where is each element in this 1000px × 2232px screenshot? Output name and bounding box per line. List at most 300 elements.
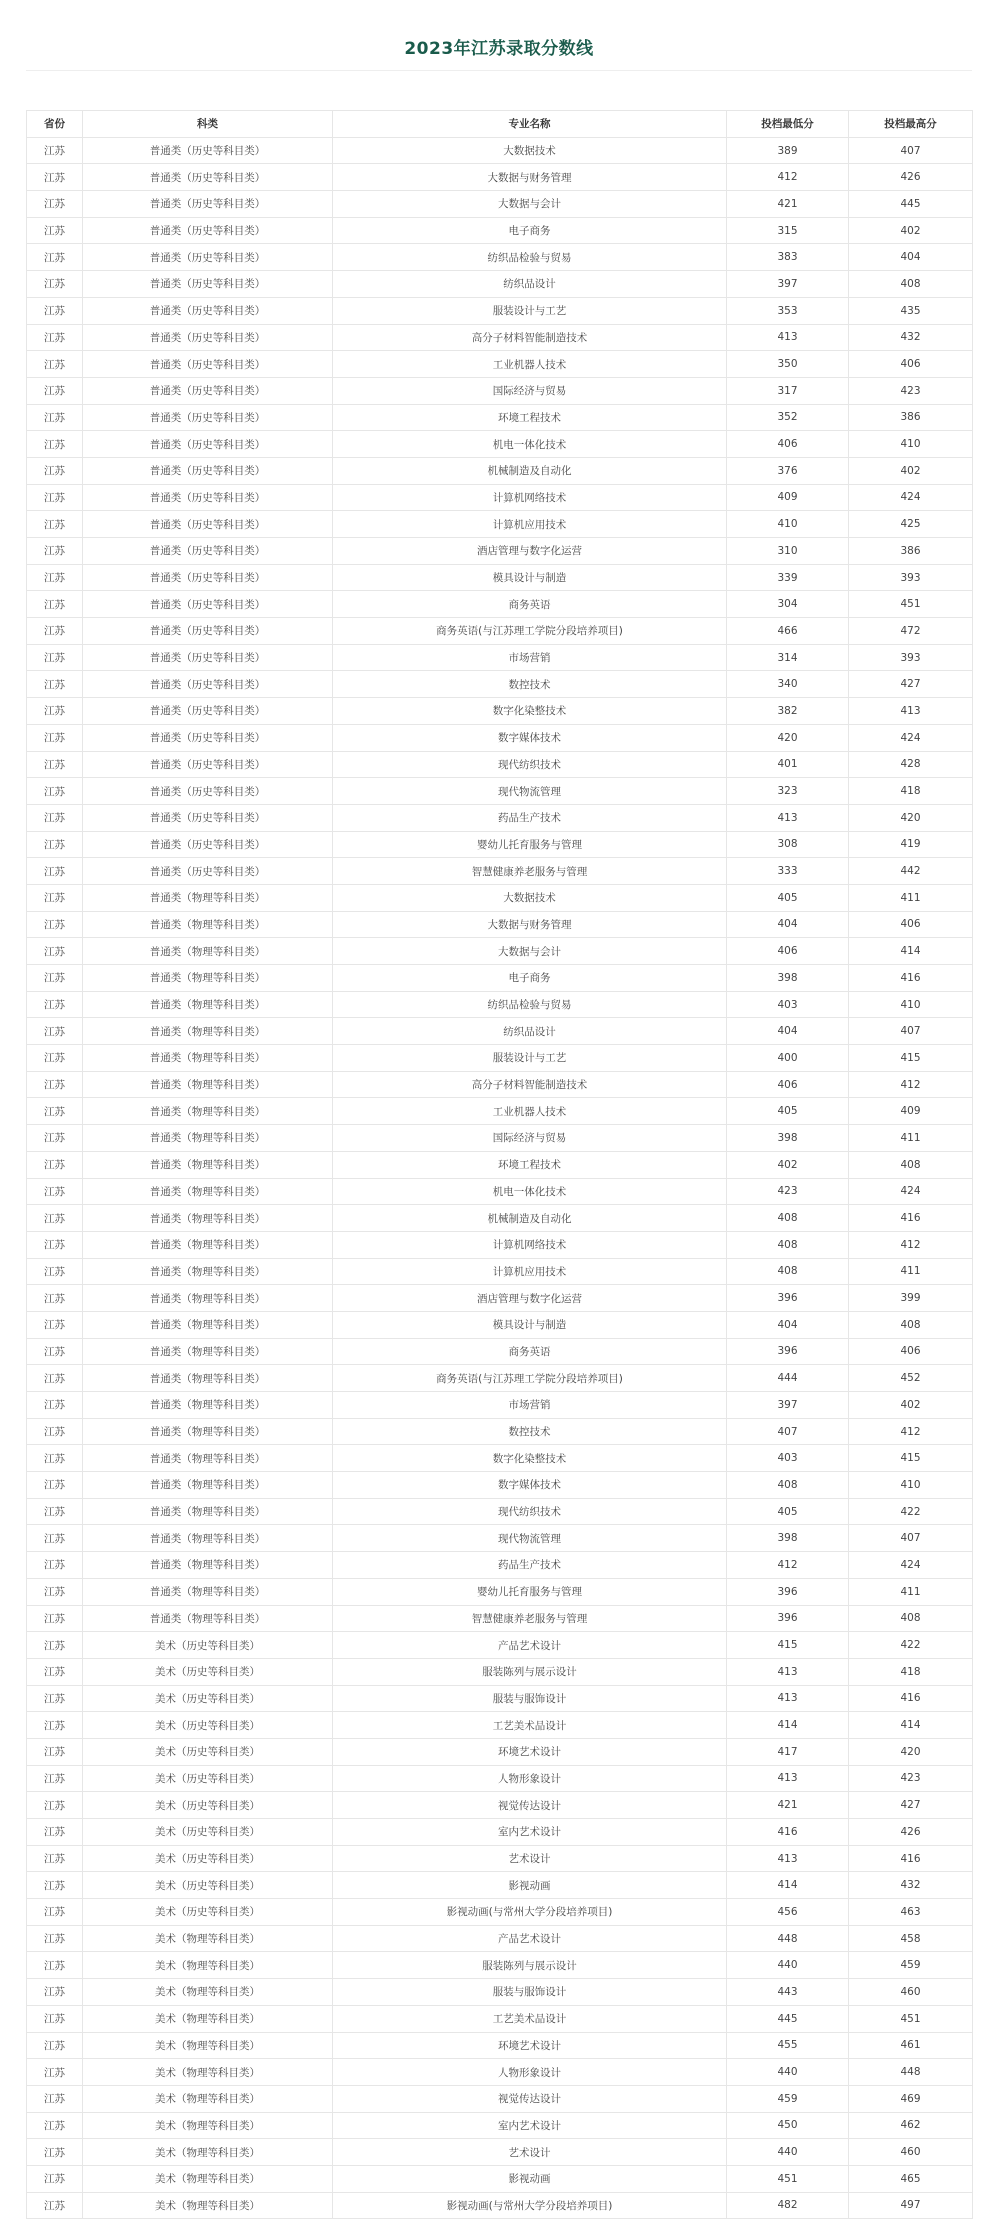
- cell-max-score: 407: [849, 1018, 973, 1045]
- cell-province: 江苏: [27, 1338, 83, 1365]
- header-max-score: 投档最高分: [849, 111, 973, 138]
- cell-province: 江苏: [27, 538, 83, 565]
- table-row: [27, 804, 973, 831]
- cell-major: 视觉传达设计: [333, 2085, 727, 2112]
- cell-max-score: 414: [849, 938, 973, 965]
- cell-province: 江苏: [27, 1285, 83, 1312]
- table-row: [27, 1098, 973, 1125]
- cell-major: 现代纺织技术: [333, 751, 727, 778]
- table-row: [27, 1925, 973, 1952]
- table-row: [27, 1365, 973, 1392]
- cell-category: 普通类（物理等科目类）: [83, 1285, 333, 1312]
- cell-max-score: 411: [849, 1125, 973, 1152]
- table-row: [27, 1819, 973, 1846]
- cell-province: 江苏: [27, 1792, 83, 1819]
- cell-major: 计算机网络技术: [333, 484, 727, 511]
- cell-province: 江苏: [27, 1845, 83, 1872]
- cell-province: 江苏: [27, 2032, 83, 2059]
- cell-major: 商务英语(与江苏理工学院分段培养项目): [333, 1365, 727, 1392]
- cell-major: 影视动画(与常州大学分段培养项目): [333, 2192, 727, 2219]
- cell-max-score: 469: [849, 2085, 973, 2112]
- cell-province: 江苏: [27, 244, 83, 271]
- cell-major: 酒店管理与数字化运营: [333, 1285, 727, 1312]
- cell-max-score: 424: [849, 724, 973, 751]
- cell-category: 普通类（物理等科目类）: [83, 1578, 333, 1605]
- cell-category: 美术（历史等科目类）: [83, 1845, 333, 1872]
- table-row: [27, 191, 973, 218]
- cell-max-score: 409: [849, 1098, 973, 1125]
- cell-province: 江苏: [27, 1071, 83, 1098]
- cell-province: 江苏: [27, 1952, 83, 1979]
- cell-category: 普通类（物理等科目类）: [83, 1098, 333, 1125]
- table-row: [27, 671, 973, 698]
- cell-major: 酒店管理与数字化运营: [333, 538, 727, 565]
- cell-province: 江苏: [27, 1712, 83, 1739]
- cell-min-score: 400: [727, 1045, 849, 1072]
- cell-min-score: 398: [727, 1125, 849, 1152]
- cell-major: 机电一体化技术: [333, 431, 727, 458]
- cell-max-score: 423: [849, 377, 973, 404]
- cell-max-score: 427: [849, 1792, 973, 1819]
- cell-category: 美术（物理等科目类）: [83, 2192, 333, 2219]
- cell-max-score: 386: [849, 538, 973, 565]
- cell-major: 智慧健康养老服务与管理: [333, 1605, 727, 1632]
- cell-major: 影视动画: [333, 2165, 727, 2192]
- table-row: [27, 2165, 973, 2192]
- cell-major: 纺织品检验与贸易: [333, 244, 727, 271]
- table-row: [27, 1632, 973, 1659]
- cell-min-score: 401: [727, 751, 849, 778]
- cell-min-score: 455: [727, 2032, 849, 2059]
- cell-category: 普通类（物理等科目类）: [83, 1258, 333, 1285]
- cell-province: 江苏: [27, 1738, 83, 1765]
- cell-category: 普通类（物理等科目类）: [83, 1071, 333, 1098]
- header-min-score: 投档最低分: [727, 111, 849, 138]
- table-row: [27, 858, 973, 885]
- cell-min-score: 423: [727, 1178, 849, 1205]
- cell-major: 服装设计与工艺: [333, 297, 727, 324]
- cell-major: 国际经济与贸易: [333, 377, 727, 404]
- cell-province: 江苏: [27, 671, 83, 698]
- cell-min-score: 353: [727, 297, 849, 324]
- cell-min-score: 404: [727, 1018, 849, 1045]
- table-row: [27, 1445, 973, 1472]
- cell-max-score: 419: [849, 831, 973, 858]
- cell-major: 智慧健康养老服务与管理: [333, 858, 727, 885]
- cell-max-score: 411: [849, 1578, 973, 1605]
- cell-max-score: 445: [849, 191, 973, 218]
- table-row: [27, 1872, 973, 1899]
- cell-max-score: 406: [849, 911, 973, 938]
- cell-category: 普通类（物理等科目类）: [83, 991, 333, 1018]
- cell-min-score: 408: [727, 1472, 849, 1499]
- cell-major: 商务英语: [333, 1338, 727, 1365]
- cell-category: 普通类（历史等科目类）: [83, 351, 333, 378]
- cell-category: 美术（物理等科目类）: [83, 2085, 333, 2112]
- cell-max-score: 416: [849, 965, 973, 992]
- cell-province: 江苏: [27, 2165, 83, 2192]
- table-row: [27, 484, 973, 511]
- table-row: [27, 137, 973, 164]
- cell-category: 普通类（历史等科目类）: [83, 751, 333, 778]
- cell-max-score: 460: [849, 1979, 973, 2006]
- cell-province: 江苏: [27, 858, 83, 885]
- table-row: [27, 1845, 973, 1872]
- cell-major: 婴幼儿托育服务与管理: [333, 831, 727, 858]
- cell-min-score: 315: [727, 217, 849, 244]
- cell-max-score: 408: [849, 1151, 973, 1178]
- cell-min-score: 314: [727, 644, 849, 671]
- cell-category: 美术（历史等科目类）: [83, 1872, 333, 1899]
- cell-min-score: 406: [727, 938, 849, 965]
- cell-max-score: 408: [849, 1311, 973, 1338]
- cell-max-score: 418: [849, 1658, 973, 1685]
- cell-major: 计算机应用技术: [333, 511, 727, 538]
- cell-category: 普通类（历史等科目类）: [83, 618, 333, 645]
- cell-category: 普通类（历史等科目类）: [83, 778, 333, 805]
- score-table: [26, 110, 973, 2219]
- cell-province: 江苏: [27, 991, 83, 1018]
- cell-major: 影视动画: [333, 1872, 727, 1899]
- table-row: [27, 2059, 973, 2086]
- table-row: [27, 2085, 973, 2112]
- cell-category: 普通类（物理等科目类）: [83, 1472, 333, 1499]
- page-title: 2023年江苏录取分数线: [404, 38, 594, 59]
- cell-province: 江苏: [27, 2192, 83, 2219]
- cell-major: 大数据技术: [333, 137, 727, 164]
- cell-max-score: 406: [849, 351, 973, 378]
- cell-min-score: 450: [727, 2112, 849, 2139]
- cell-province: 江苏: [27, 1205, 83, 1232]
- cell-category: 普通类（历史等科目类）: [83, 377, 333, 404]
- cell-min-score: 408: [727, 1258, 849, 1285]
- cell-province: 江苏: [27, 191, 83, 218]
- cell-province: 江苏: [27, 831, 83, 858]
- cell-major: 模具设计与制造: [333, 1311, 727, 1338]
- cell-major: 现代物流管理: [333, 1525, 727, 1552]
- table-row: [27, 431, 973, 458]
- table-row: [27, 244, 973, 271]
- header-category: 科类: [83, 111, 333, 138]
- cell-category: 普通类（历史等科目类）: [83, 297, 333, 324]
- table-row: [27, 1605, 973, 1632]
- table-row: [27, 1018, 973, 1045]
- cell-major: 工艺美术品设计: [333, 2005, 727, 2032]
- table-row: [27, 1151, 973, 1178]
- cell-category: 美术（历史等科目类）: [83, 1765, 333, 1792]
- cell-max-score: 435: [849, 297, 973, 324]
- table-row: [27, 1738, 973, 1765]
- table-row: [27, 1899, 973, 1926]
- cell-major: 大数据技术: [333, 884, 727, 911]
- cell-min-score: 404: [727, 1311, 849, 1338]
- table-row: [27, 1525, 973, 1552]
- cell-max-score: 448: [849, 2059, 973, 2086]
- cell-province: 江苏: [27, 137, 83, 164]
- table-row: [27, 591, 973, 618]
- cell-major: 高分子材料智能制造技术: [333, 324, 727, 351]
- cell-major: 人物形象设计: [333, 2059, 727, 2086]
- cell-category: 美术（历史等科目类）: [83, 1819, 333, 1846]
- cell-province: 江苏: [27, 1045, 83, 1072]
- cell-min-score: 417: [727, 1738, 849, 1765]
- cell-min-score: 440: [727, 2059, 849, 2086]
- cell-min-score: 421: [727, 1792, 849, 1819]
- cell-major: 环境工程技术: [333, 1151, 727, 1178]
- cell-min-score: 413: [727, 1658, 849, 1685]
- cell-max-score: 412: [849, 1418, 973, 1445]
- cell-major: 数字媒体技术: [333, 724, 727, 751]
- cell-category: 美术（物理等科目类）: [83, 1952, 333, 1979]
- cell-major: 服装设计与工艺: [333, 1045, 727, 1072]
- cell-category: 普通类（物理等科目类）: [83, 1151, 333, 1178]
- cell-min-score: 405: [727, 1498, 849, 1525]
- cell-category: 美术（历史等科目类）: [83, 1712, 333, 1739]
- cell-min-score: 310: [727, 538, 849, 565]
- cell-category: 普通类（物理等科目类）: [83, 1498, 333, 1525]
- cell-major: 现代纺织技术: [333, 1498, 727, 1525]
- table-row: [27, 2192, 973, 2219]
- cell-max-score: 422: [849, 1498, 973, 1525]
- cell-major: 环境工程技术: [333, 404, 727, 431]
- table-row: [27, 1578, 973, 1605]
- cell-max-score: 497: [849, 2192, 973, 2219]
- cell-category: 普通类（物理等科目类）: [83, 1311, 333, 1338]
- cell-province: 江苏: [27, 1925, 83, 1952]
- cell-category: 普通类（历史等科目类）: [83, 698, 333, 725]
- cell-min-score: 444: [727, 1365, 849, 1392]
- cell-province: 江苏: [27, 644, 83, 671]
- cell-major: 数控技术: [333, 1418, 727, 1445]
- table-row: [27, 991, 973, 1018]
- cell-min-score: 350: [727, 351, 849, 378]
- cell-province: 江苏: [27, 724, 83, 751]
- cell-min-score: 412: [727, 164, 849, 191]
- table-row: [27, 938, 973, 965]
- cell-min-score: 340: [727, 671, 849, 698]
- cell-major: 婴幼儿托育服务与管理: [333, 1578, 727, 1605]
- cell-major: 工艺美术品设计: [333, 1712, 727, 1739]
- cell-province: 江苏: [27, 1685, 83, 1712]
- cell-category: 普通类（历史等科目类）: [83, 724, 333, 751]
- table-row: [27, 271, 973, 298]
- cell-min-score: 352: [727, 404, 849, 431]
- cell-min-score: 308: [727, 831, 849, 858]
- cell-min-score: 408: [727, 1231, 849, 1258]
- cell-min-score: 406: [727, 1071, 849, 1098]
- cell-province: 江苏: [27, 351, 83, 378]
- cell-max-score: 399: [849, 1285, 973, 1312]
- table-row: [27, 297, 973, 324]
- table-row: [27, 2112, 973, 2139]
- cell-max-score: 460: [849, 2139, 973, 2166]
- cell-max-score: 407: [849, 137, 973, 164]
- cell-max-score: 413: [849, 698, 973, 725]
- cell-category: 普通类（历史等科目类）: [83, 457, 333, 484]
- cell-min-score: 414: [727, 1712, 849, 1739]
- table-row: [27, 457, 973, 484]
- cell-major: 环境艺术设计: [333, 2032, 727, 2059]
- cell-major: 环境艺术设计: [333, 1738, 727, 1765]
- cell-province: 江苏: [27, 618, 83, 645]
- cell-min-score: 413: [727, 324, 849, 351]
- cell-province: 江苏: [27, 1498, 83, 1525]
- table-row: [27, 1472, 973, 1499]
- cell-min-score: 482: [727, 2192, 849, 2219]
- cell-major: 国际经济与贸易: [333, 1125, 727, 1152]
- table-row: [27, 1125, 973, 1152]
- cell-min-score: 451: [727, 2165, 849, 2192]
- cell-province: 江苏: [27, 377, 83, 404]
- table-row: [27, 1392, 973, 1419]
- cell-major: 视觉传达设计: [333, 1792, 727, 1819]
- cell-max-score: 427: [849, 671, 973, 698]
- table-row: [27, 698, 973, 725]
- cell-province: 江苏: [27, 1418, 83, 1445]
- cell-category: 普通类（物理等科目类）: [83, 1205, 333, 1232]
- cell-max-score: 463: [849, 1899, 973, 1926]
- cell-category: 普通类（历史等科目类）: [83, 831, 333, 858]
- cell-min-score: 383: [727, 244, 849, 271]
- cell-min-score: 415: [727, 1632, 849, 1659]
- cell-major: 计算机应用技术: [333, 1258, 727, 1285]
- cell-max-score: 411: [849, 884, 973, 911]
- cell-major: 药品生产技术: [333, 804, 727, 831]
- cell-major: 纺织品设计: [333, 1018, 727, 1045]
- cell-major: 大数据与财务管理: [333, 911, 727, 938]
- header-province: 省份: [27, 111, 83, 138]
- cell-min-score: 339: [727, 564, 849, 591]
- table-row: [27, 1338, 973, 1365]
- cell-min-score: 466: [727, 618, 849, 645]
- table-row: [27, 511, 973, 538]
- cell-category: 普通类（物理等科目类）: [83, 1018, 333, 1045]
- cell-province: 江苏: [27, 1872, 83, 1899]
- cell-min-score: 323: [727, 778, 849, 805]
- cell-max-score: 422: [849, 1632, 973, 1659]
- cell-max-score: 424: [849, 484, 973, 511]
- cell-province: 江苏: [27, 484, 83, 511]
- cell-major: 人物形象设计: [333, 1765, 727, 1792]
- cell-province: 江苏: [27, 2005, 83, 2032]
- cell-category: 普通类（物理等科目类）: [83, 1231, 333, 1258]
- cell-min-score: 448: [727, 1925, 849, 1952]
- table-row: [27, 644, 973, 671]
- cell-category: 普通类（物理等科目类）: [83, 1365, 333, 1392]
- cell-category: 普通类（物理等科目类）: [83, 1445, 333, 1472]
- cell-province: 江苏: [27, 1632, 83, 1659]
- cell-major: 商务英语(与江苏理工学院分段培养项目): [333, 618, 727, 645]
- cell-major: 服装陈列与展示设计: [333, 1952, 727, 1979]
- table-row: [27, 2005, 973, 2032]
- cell-province: 江苏: [27, 217, 83, 244]
- cell-max-score: 402: [849, 457, 973, 484]
- cell-major: 模具设计与制造: [333, 564, 727, 591]
- table-row: [27, 724, 973, 751]
- cell-min-score: 396: [727, 1605, 849, 1632]
- cell-province: 江苏: [27, 1899, 83, 1926]
- cell-min-score: 403: [727, 991, 849, 1018]
- cell-category: 美术（物理等科目类）: [83, 2032, 333, 2059]
- cell-max-score: 425: [849, 511, 973, 538]
- cell-max-score: 408: [849, 271, 973, 298]
- cell-min-score: 404: [727, 911, 849, 938]
- table-row: [27, 1658, 973, 1685]
- cell-major: 服装与服饰设计: [333, 1685, 727, 1712]
- cell-min-score: 409: [727, 484, 849, 511]
- table-row: [27, 164, 973, 191]
- table-row: [27, 911, 973, 938]
- cell-province: 江苏: [27, 1151, 83, 1178]
- cell-min-score: 410: [727, 511, 849, 538]
- cell-province: 江苏: [27, 938, 83, 965]
- cell-category: 普通类（物理等科目类）: [83, 1178, 333, 1205]
- table-row: [27, 1311, 973, 1338]
- cell-min-score: 402: [727, 1151, 849, 1178]
- cell-category: 美术（物理等科目类）: [83, 2165, 333, 2192]
- cell-category: 普通类（历史等科目类）: [83, 858, 333, 885]
- cell-category: 美术（物理等科目类）: [83, 2112, 333, 2139]
- cell-province: 江苏: [27, 2139, 83, 2166]
- cell-category: 美术（历史等科目类）: [83, 1792, 333, 1819]
- cell-max-score: 416: [849, 1845, 973, 1872]
- cell-category: 普通类（物理等科目类）: [83, 1338, 333, 1365]
- cell-category: 普通类（物理等科目类）: [83, 1418, 333, 1445]
- cell-province: 江苏: [27, 1365, 83, 1392]
- table-header-row: [27, 111, 973, 138]
- cell-min-score: 420: [727, 724, 849, 751]
- cell-max-score: 424: [849, 1178, 973, 1205]
- cell-category: 普通类（物理等科目类）: [83, 1605, 333, 1632]
- cell-province: 江苏: [27, 271, 83, 298]
- cell-max-score: 462: [849, 2112, 973, 2139]
- cell-province: 江苏: [27, 297, 83, 324]
- table-row: [27, 1418, 973, 1445]
- cell-category: 美术（物理等科目类）: [83, 1979, 333, 2006]
- cell-major: 计算机网络技术: [333, 1231, 727, 1258]
- cell-min-score: 413: [727, 804, 849, 831]
- cell-major: 产品艺术设计: [333, 1925, 727, 1952]
- cell-category: 普通类（历史等科目类）: [83, 164, 333, 191]
- table-row: [27, 404, 973, 431]
- table-row: [27, 1205, 973, 1232]
- cell-max-score: 416: [849, 1205, 973, 1232]
- table-row: [27, 1498, 973, 1525]
- cell-major: 电子商务: [333, 965, 727, 992]
- cell-major: 大数据与会计: [333, 191, 727, 218]
- table-row: [27, 2139, 973, 2166]
- cell-category: 美术（物理等科目类）: [83, 1925, 333, 1952]
- cell-major: 工业机器人技术: [333, 351, 727, 378]
- cell-category: 普通类（历史等科目类）: [83, 804, 333, 831]
- cell-major: 高分子材料智能制造技术: [333, 1071, 727, 1098]
- cell-category: 美术（历史等科目类）: [83, 1658, 333, 1685]
- cell-category: 普通类（历史等科目类）: [83, 644, 333, 671]
- cell-max-score: 451: [849, 2005, 973, 2032]
- cell-min-score: 396: [727, 1578, 849, 1605]
- cell-major: 药品生产技术: [333, 1552, 727, 1579]
- cell-province: 江苏: [27, 1258, 83, 1285]
- cell-max-score: 406: [849, 1338, 973, 1365]
- table-row: [27, 1952, 973, 1979]
- cell-major: 影视动画(与常州大学分段培养项目): [333, 1899, 727, 1926]
- cell-major: 数字化染整技术: [333, 1445, 727, 1472]
- cell-major: 数字媒体技术: [333, 1472, 727, 1499]
- cell-max-score: 426: [849, 1819, 973, 1846]
- cell-min-score: 412: [727, 1552, 849, 1579]
- cell-category: 普通类（历史等科目类）: [83, 538, 333, 565]
- cell-max-score: 426: [849, 164, 973, 191]
